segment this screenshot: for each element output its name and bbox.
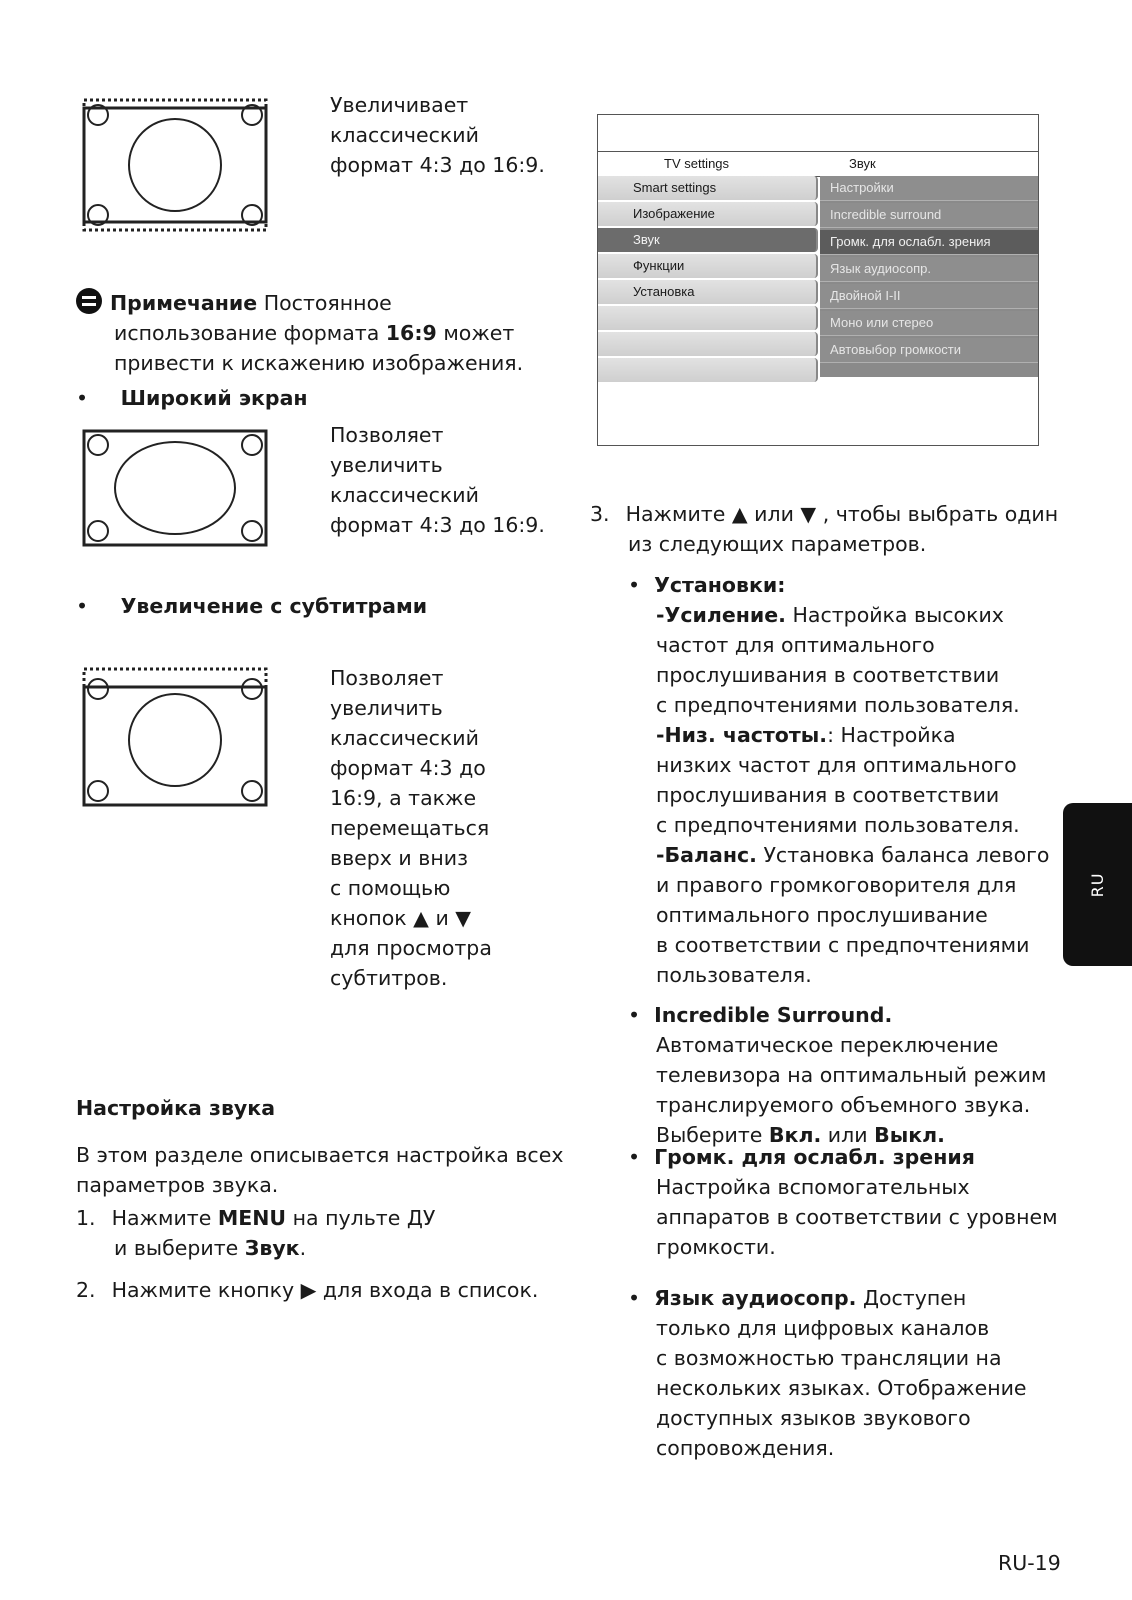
tv-menu-item[interactable]: Установка xyxy=(598,280,818,304)
note-icon xyxy=(76,288,102,314)
tv-submenu-item[interactable]: Моно или стерео xyxy=(820,311,1038,336)
page-number: RU-19 xyxy=(998,1551,1061,1575)
language-tab: RU xyxy=(1063,803,1132,966)
tv-submenu-item[interactable]: Автовыбор громкости xyxy=(820,338,1038,363)
tv-menu-header-right: Звук xyxy=(849,156,876,171)
tv-menu-header-left: TV settings xyxy=(664,156,730,171)
tv-menu-screenshot xyxy=(597,114,1039,446)
wide-screen-description: Позволяет увеличить классический формат 4:3 до 16:9. xyxy=(330,423,545,537)
tv-menu-item[interactable] xyxy=(598,358,818,382)
subtitle-zoom-description: Позволяет увеличить классический формат 4:3 до 16:9, а также перемещаться вверх и вниз с помощью кнопок ▲ и ▼ для просмотра субтитров. xyxy=(330,666,492,990)
sound-settings-heading: Настройка звука xyxy=(76,1096,276,1120)
sound-step-3: 3. Нажмите ▲ или ▼ , чтобы выбрать один из следующих параметров. xyxy=(590,502,1059,556)
wide-screen-heading: • Широкий экран xyxy=(76,386,308,410)
tv-menu-item[interactable] xyxy=(598,306,818,330)
tv-submenu-item[interactable]: Incredible surround xyxy=(820,203,1038,228)
tv-menu-item-selected[interactable]: Звук xyxy=(598,228,818,252)
sound-settings-intro: В этом разделе описывается настройка всех параметров звука. xyxy=(76,1143,564,1197)
tv-menu-right-list xyxy=(820,176,1038,377)
settings-item: • Установки: -Усиление. Настройка высоких частот для оптимального прослушивания в соответствии с предпочтениями пользователя. -Низ. частоты.: Настройка низких частот для оптимального прослушивания в соответствии с предпочтениями пользователя. -Баланс. Установка баланса левого и правого громкоговорителя для оптимального прослушивание в соответствии с предпочтениями пользователя. xyxy=(628,573,1050,987)
subtitle-zoom-illustration xyxy=(82,667,268,807)
sound-step-1: 1. Нажмите MENU на пульте ДУ и выберите Звук. xyxy=(76,1206,436,1260)
tv-menu-item[interactable]: Smart settings xyxy=(598,176,818,200)
tv-menu-item[interactable]: Изображение xyxy=(598,202,818,226)
hearing-impaired-item: • Громк. для ослабл. зрения Настройка вспомогательных аппаратов в соответствии с уровнем громкости. xyxy=(628,1145,1058,1259)
tv-menu-item[interactable] xyxy=(598,332,818,356)
tv-submenu-item[interactable]: Громк. для ослабл. зрения xyxy=(820,230,1038,255)
subtitle-zoom-heading: • Увеличение с субтитрами xyxy=(76,594,428,618)
tv-submenu-item[interactable]: Язык аудиосопр. xyxy=(820,257,1038,282)
sound-step-2: 2. Нажмите кнопку ▶ для входа в список. xyxy=(76,1278,539,1302)
tv-menu-header xyxy=(598,151,1038,177)
zoom-description: Увеличивает классический формат 4:3 до 16:9. xyxy=(330,93,545,177)
tv-menu-item[interactable]: Функции xyxy=(598,254,818,278)
note-block: Примечание Постоянное использование формата 16:9 может привести к искажению изображения. xyxy=(76,288,596,378)
surround-item: • Incredible Surround. Автоматическое переключение телевизора на оптимальный режим транслируемого объемного звука. Выберите Вкл. или Выкл. xyxy=(628,1003,1047,1147)
tv-submenu-item[interactable]: Двойной I-II xyxy=(820,284,1038,309)
tv-menu-left-list xyxy=(598,176,818,384)
wide-screen-illustration xyxy=(82,429,268,547)
zoom-format-illustration xyxy=(82,98,268,232)
tv-submenu-item[interactable]: Настройки xyxy=(820,176,1038,201)
audio-language-item: • Язык аудиосопр. Доступен только для цифровых каналов с возможностью трансляции на нескольких языках. Отображение доступных языков звукового сопровождения. xyxy=(628,1286,1027,1460)
